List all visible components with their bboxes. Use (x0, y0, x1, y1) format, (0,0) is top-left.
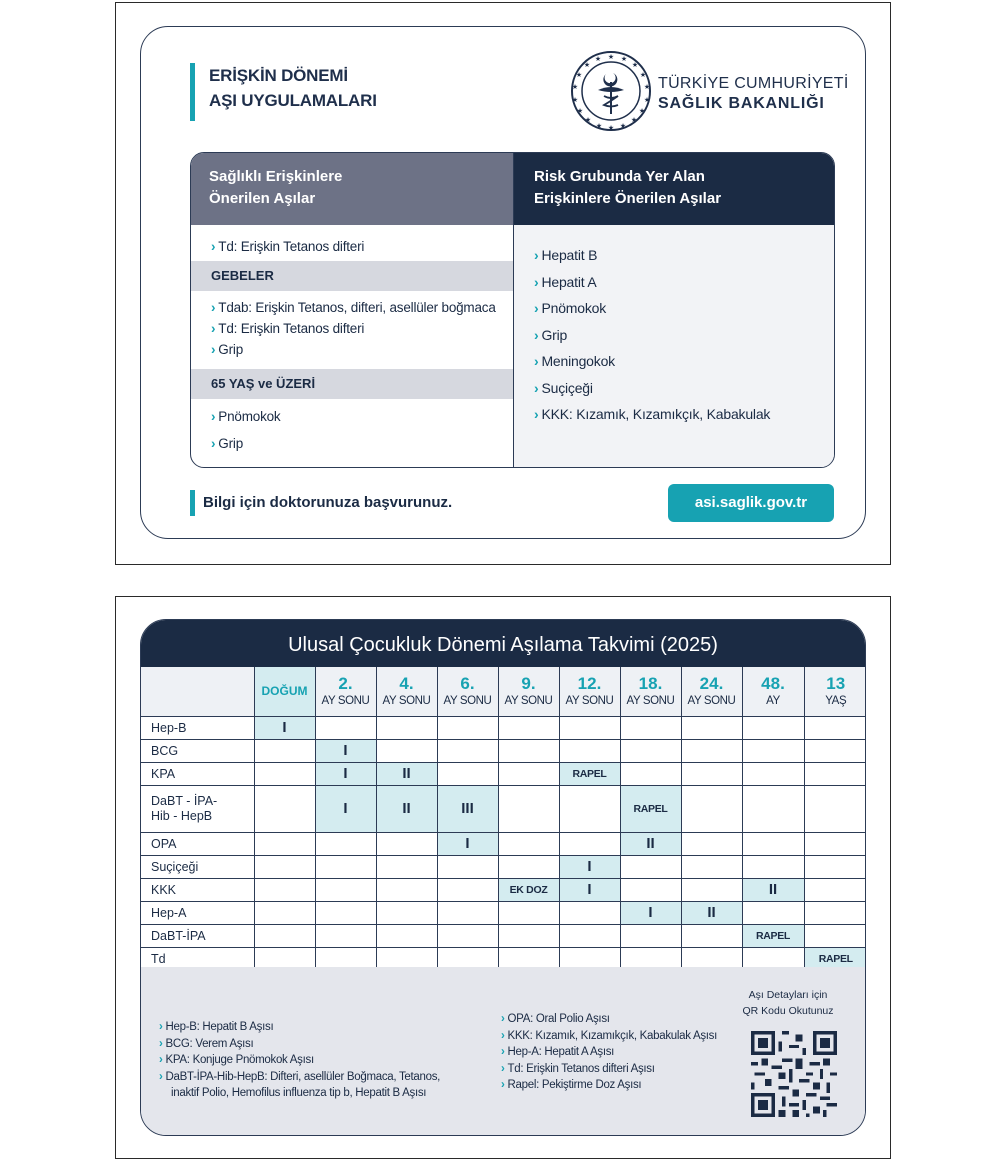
vaccine-name: Hep-A (141, 901, 254, 924)
schedule-legend (141, 967, 866, 1136)
senior-subheader: 65 YAŞ ve ÜZERİ (191, 369, 513, 399)
vaccine-name: KPA (141, 762, 254, 785)
empty-cell (376, 901, 437, 924)
empty-cell (559, 716, 620, 739)
table-row (141, 739, 866, 762)
empty-cell (559, 832, 620, 855)
risk-header-line1: Risk Grubunda Yer Alan (534, 168, 705, 185)
column-header (376, 667, 437, 716)
empty-cell (804, 901, 866, 924)
empty-cell (681, 832, 742, 855)
ministry-name-line1: TÜRKİYE CUMHURİYETİ (658, 75, 849, 92)
legend-item-continuation: inaktif Polio, Hemofilus influenza tip b, Hepatit B Aşısı (171, 1087, 427, 1099)
empty-cell (315, 878, 376, 901)
empty-cell (254, 924, 315, 947)
empty-cell (681, 739, 742, 762)
table-row (141, 855, 866, 878)
empty-cell (804, 924, 866, 947)
empty-cell (620, 762, 681, 785)
column-header (437, 667, 498, 716)
chevron-right-icon: › (211, 342, 216, 357)
qr-code-icon[interactable] (751, 1031, 837, 1117)
empty-cell (804, 716, 866, 739)
list-item-label: Grip (218, 342, 244, 357)
empty-cell (437, 924, 498, 947)
table-row (141, 832, 866, 855)
list-item (191, 409, 513, 436)
dose-cell: I (254, 716, 315, 739)
list-item-label: Td: Erişkin Tetanos difteri (218, 321, 365, 336)
chevron-right-icon: › (534, 379, 539, 396)
empty-cell (498, 716, 559, 739)
empty-cell (437, 855, 498, 878)
column-header-unit: AY SONU (443, 695, 492, 708)
empty-cell (804, 785, 866, 832)
empty-cell (254, 855, 315, 878)
empty-cell (376, 855, 437, 878)
empty-cell (315, 716, 376, 739)
empty-cell (620, 924, 681, 947)
empty-cell (620, 739, 681, 762)
adult-title (190, 63, 377, 121)
dose-cell: II (742, 878, 804, 901)
list-item-label: Hepatit B (541, 247, 598, 263)
empty-cell (498, 901, 559, 924)
legend-item-label: Hep-B: Hepatit B Aşısı (165, 1021, 274, 1033)
table-row (141, 924, 866, 947)
schedule-card (140, 619, 866, 1136)
list-item (514, 322, 835, 349)
empty-cell (804, 762, 866, 785)
vaccine-name: KKK (141, 878, 254, 901)
column-header-number: 9. (521, 674, 536, 694)
vaccine-name: Td (141, 947, 254, 970)
list-item (514, 295, 835, 322)
column-header-unit: YAŞ (825, 695, 847, 708)
chevron-right-icon: › (534, 326, 539, 343)
chevron-right-icon: › (501, 1062, 505, 1075)
empty-cell (315, 924, 376, 947)
legend-right-column (501, 1011, 717, 1094)
chevron-right-icon: › (211, 409, 216, 424)
dose-cell: III (437, 785, 498, 832)
adult-title-line2: AŞI UYGULAMALARI (209, 91, 377, 110)
list-item-label: KKK: Kızamık, Kızamıkçık, Kabakulak (541, 406, 771, 422)
empty-cell (681, 716, 742, 739)
empty-cell (620, 855, 681, 878)
dose-cell: I (315, 739, 376, 762)
empty-cell (498, 924, 559, 947)
qr-caption (733, 987, 843, 1019)
risk-group-column (513, 153, 835, 467)
chevron-right-icon: › (501, 1046, 505, 1058)
empty-cell (498, 739, 559, 762)
list-item-label: Suçiçeği (541, 379, 593, 396)
ministry-logo (570, 50, 850, 140)
legend-item (159, 1069, 440, 1086)
svg-text:★: ★ (576, 107, 584, 115)
empty-cell (742, 832, 804, 855)
empty-cell (437, 716, 498, 739)
column-header-unit: AY SONU (687, 695, 736, 708)
column-header (681, 667, 742, 716)
empty-cell (498, 832, 559, 855)
qr-caption-line2: QR Kodu Okutunuz (742, 1005, 834, 1017)
list-item (514, 269, 835, 296)
column-header-number: 12. (577, 674, 602, 694)
empty-cell (437, 878, 498, 901)
chevron-right-icon: › (159, 1037, 163, 1050)
dose-cell: II (620, 832, 681, 855)
empty-cell (620, 878, 681, 901)
empty-cell (254, 762, 315, 785)
empty-cell (376, 924, 437, 947)
svg-text:★: ★ (571, 96, 579, 104)
empty-cell (681, 878, 742, 901)
chevron-right-icon: › (501, 1013, 505, 1025)
list-item-label: Grip (541, 326, 568, 343)
empty-cell (742, 716, 804, 739)
column-header-unit: AY SONU (321, 695, 370, 708)
list-item (514, 375, 835, 402)
empty-cell (254, 878, 315, 901)
vaccine-name: DaBT-İPA (141, 924, 254, 947)
legend-item-label: KKK: Kızamık, Kızamıkçık, Kabakulak Aşısı (507, 1029, 718, 1042)
table-row (141, 785, 866, 832)
column-header (498, 667, 559, 716)
chevron-right-icon: › (211, 239, 216, 254)
schedule-body (141, 716, 866, 970)
list-item-label: Td: Erişkin Tetanos difteri (218, 239, 365, 254)
doctor-info-text: Bilgi için doktorunuza başvurunuz. (190, 490, 452, 516)
list-item (514, 242, 835, 269)
healthy-adults-header (191, 153, 513, 225)
list-item (191, 321, 513, 342)
legend-item-label: Rapel: Pekiştirme Doz Aşısı (507, 1079, 642, 1091)
empty-cell (376, 716, 437, 739)
risk-group-list (514, 225, 835, 467)
schedule-header-row (141, 667, 866, 716)
table-row (141, 878, 866, 901)
chevron-right-icon: › (159, 1070, 163, 1083)
svg-text:★: ★ (639, 71, 647, 79)
svg-text:★: ★ (620, 55, 628, 63)
empty-cell (376, 878, 437, 901)
column-header (620, 667, 681, 716)
chevron-right-icon: › (211, 321, 216, 336)
dose-cell: RAPEL (559, 762, 620, 785)
vaccine-name-line2: Hib - HepB (151, 808, 213, 823)
svg-text:★: ★ (643, 83, 651, 91)
website-link[interactable]: asi.saglik.gov.tr (668, 484, 834, 522)
empty-cell (804, 855, 866, 878)
legend-item-label: BCG: Verem Aşısı (165, 1037, 254, 1050)
column-header-number: 13 (826, 674, 846, 694)
table-row (141, 716, 866, 739)
column-header-number: 24. (699, 674, 724, 694)
dose-cell: RAPEL (804, 947, 866, 970)
healthy-header-line2: Önerilen Aşılar (209, 190, 316, 207)
dose-cell: I (559, 878, 620, 901)
dose-cell: I (559, 855, 620, 878)
dose-cell: RAPEL (742, 924, 804, 947)
column-header (315, 667, 376, 716)
dose-cell: I (620, 901, 681, 924)
svg-text:★: ★ (571, 83, 579, 91)
svg-text:★: ★ (631, 61, 639, 69)
empty-cell (620, 716, 681, 739)
column-header-birth: DOĞUM (254, 667, 315, 716)
list-item (514, 401, 835, 428)
legend-item (501, 1028, 717, 1045)
empty-cell (681, 762, 742, 785)
column-header (804, 667, 866, 716)
column-header-unit: AY SONU (626, 695, 675, 708)
list-item (191, 300, 513, 321)
dose-cell: II (681, 901, 742, 924)
legend-item (159, 1019, 440, 1036)
empty-cell (498, 762, 559, 785)
legend-item-label: KPA: Konjuge Pnömokok Aşısı (165, 1054, 314, 1066)
column-header-number: 2. (338, 674, 353, 694)
qr-caption-line1: Aşı Detayları için (748, 989, 828, 1001)
column-header-number: 6. (460, 674, 475, 694)
vaccine-name: OPA (141, 832, 254, 855)
column-header-number: 4. (399, 674, 414, 694)
pregnant-subheader: GEBELER (191, 261, 513, 291)
svg-text:★: ★ (595, 122, 603, 130)
list-item-label: Tdab: Erişkin Tetanos, difteri, asellüler boğmaca (218, 300, 496, 315)
legend-item (501, 1061, 717, 1078)
dose-cell: EK DOZ (498, 878, 559, 901)
legend-item-label: OPA: Oral Polio Aşısı (507, 1013, 610, 1025)
legend-item-label: Hep-A: Hepatit A Aşısı (507, 1046, 615, 1058)
svg-text:★: ★ (584, 116, 592, 124)
empty-cell (804, 878, 866, 901)
ministry-emblem-icon (570, 50, 652, 132)
column-header (742, 667, 804, 716)
column-header-number: 18. (638, 674, 663, 694)
empty-cell (437, 739, 498, 762)
list-item (191, 436, 513, 463)
empty-cell (742, 785, 804, 832)
dose-cell: I (315, 785, 376, 832)
healthy-adults-column (191, 153, 513, 467)
vaccine-name: Hep-B (141, 716, 254, 739)
list-item-label: Hepatit A (541, 273, 597, 290)
empty-cell (376, 739, 437, 762)
table-row (141, 901, 866, 924)
chevron-right-icon: › (534, 273, 539, 290)
svg-text:★: ★ (583, 61, 591, 69)
empty-cell (376, 832, 437, 855)
dose-cell: II (376, 762, 437, 785)
empty-cell (559, 924, 620, 947)
svg-text:★: ★ (575, 71, 583, 79)
empty-cell (681, 924, 742, 947)
chevron-right-icon: › (501, 1029, 505, 1042)
chevron-right-icon: › (159, 1021, 163, 1033)
empty-cell (315, 901, 376, 924)
chevron-right-icon: › (534, 300, 539, 316)
empty-cell (742, 762, 804, 785)
empty-cell (254, 832, 315, 855)
chevron-right-icon: › (501, 1079, 505, 1091)
ministry-name-line2: SAĞLIK BAKANLIĞI (658, 95, 825, 112)
table-row (141, 762, 866, 785)
chevron-right-icon: › (211, 300, 216, 315)
empty-cell (254, 739, 315, 762)
svg-text:★: ★ (619, 122, 627, 130)
empty-cell (437, 762, 498, 785)
list-item-label: Pnömokok (541, 300, 607, 316)
empty-cell (254, 901, 315, 924)
vaccine-header-corner (141, 667, 254, 716)
empty-cell (681, 855, 742, 878)
dose-cell: RAPEL (620, 785, 681, 832)
empty-cell (681, 785, 742, 832)
vaccination-schedule-table (141, 667, 866, 971)
column-header-unit: AY SONU (504, 695, 553, 708)
list-item-label: Grip (218, 436, 244, 451)
risk-header-line2: Erişkinlere Önerilen Aşılar (534, 190, 722, 207)
chevron-right-icon: › (211, 436, 216, 451)
legend-item (159, 1036, 440, 1053)
healthy-header-line1: Sağlıklı Erişkinlere (209, 168, 343, 185)
empty-cell (742, 855, 804, 878)
vaccine-name (141, 785, 254, 832)
column-header-unit: AY SONU (565, 695, 614, 708)
adult-title-line1: ERİŞKİN DÖNEMİ (209, 66, 348, 85)
list-item (514, 348, 835, 375)
column-header-unit: AY (766, 695, 780, 708)
empty-cell (559, 785, 620, 832)
column-header-number: 48. (761, 674, 785, 694)
legend-item (501, 1044, 717, 1061)
empty-cell (437, 901, 498, 924)
empty-cell (315, 855, 376, 878)
empty-cell (254, 785, 315, 832)
list-item (191, 239, 513, 259)
empty-cell (804, 832, 866, 855)
vaccine-name: BCG (141, 739, 254, 762)
column-header (559, 667, 620, 716)
dose-cell: I (437, 832, 498, 855)
empty-cell (742, 901, 804, 924)
vaccine-name-line1: DaBT - İPA- (151, 793, 218, 808)
legend-item-label: Td: Erişkin Tetanos difteri Aşısı (507, 1062, 655, 1075)
svg-text:★: ★ (607, 53, 615, 61)
dose-cell: II (376, 785, 437, 832)
legend-item-label: DaBT-İPA-Hib-HepB: Difteri, asellüler Boğmaca, Tetanos, (165, 1070, 441, 1083)
dose-cell: I (315, 762, 376, 785)
empty-cell (742, 739, 804, 762)
column-header-unit: AY SONU (382, 695, 431, 708)
vaccine-name: Suçiçeği (141, 855, 254, 878)
svg-text:★: ★ (607, 124, 615, 132)
list-item-label: Pnömokok (218, 409, 281, 424)
svg-text:★: ★ (594, 55, 602, 63)
legend-item (501, 1011, 717, 1028)
risk-group-header (514, 153, 835, 225)
chevron-right-icon: › (534, 247, 539, 263)
empty-cell (498, 855, 559, 878)
chevron-right-icon: › (534, 353, 539, 369)
svg-text:★: ★ (643, 96, 651, 104)
legend-left-column (159, 1019, 440, 1102)
legend-item (159, 1052, 440, 1069)
empty-cell (498, 785, 559, 832)
adult-vaccine-table (190, 152, 835, 468)
empty-cell (804, 739, 866, 762)
empty-cell (315, 832, 376, 855)
chevron-right-icon: › (159, 1054, 163, 1066)
empty-cell (559, 901, 620, 924)
empty-cell (559, 739, 620, 762)
chevron-right-icon: › (534, 406, 539, 422)
list-item-label: Meningokok (541, 353, 615, 369)
list-item (191, 342, 513, 363)
svg-text:★: ★ (630, 116, 638, 124)
svg-text:★: ★ (638, 107, 646, 115)
legend-item (501, 1077, 717, 1094)
schedule-title: Ulusal Çocukluk Dönemi Aşılama Takvimi (2025) (141, 620, 865, 667)
